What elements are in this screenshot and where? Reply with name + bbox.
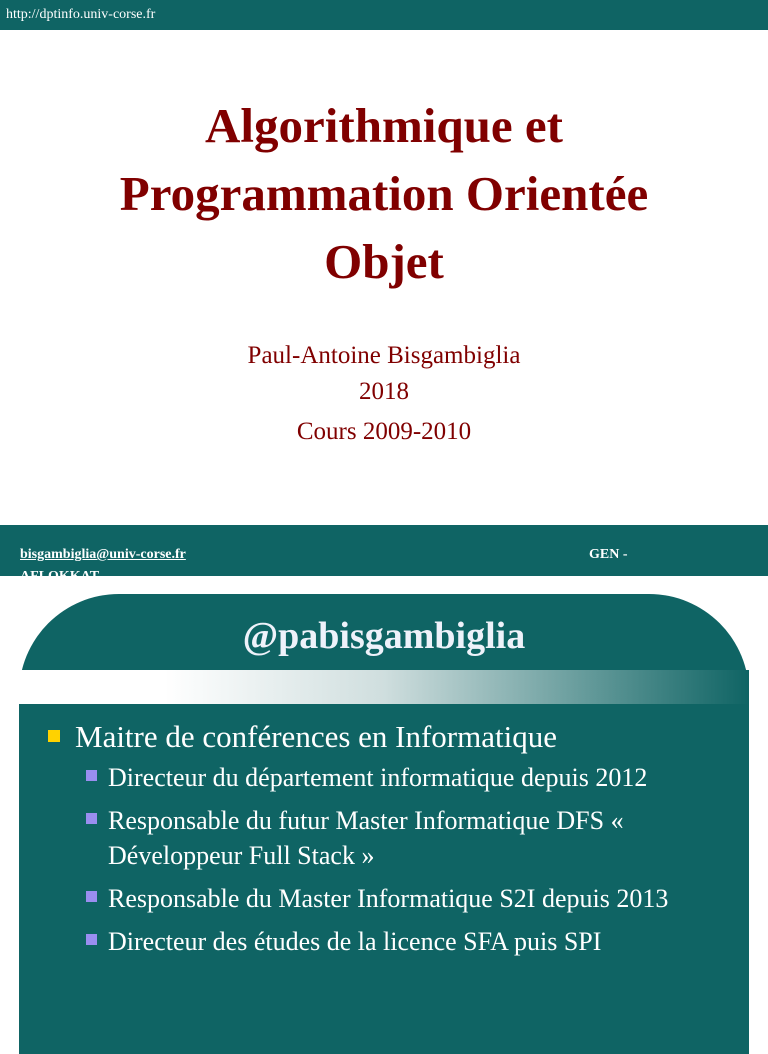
page-gap bbox=[0, 576, 768, 594]
square-bullet-icon bbox=[86, 891, 97, 902]
square-bullet-icon bbox=[86, 934, 97, 945]
header-url[interactable]: http://dptinfo.univ-corse.fr bbox=[6, 7, 156, 22]
author-name: Paul-Antoine Bisgambiglia bbox=[247, 342, 521, 369]
slide-title bbox=[0, 92, 768, 296]
list-item bbox=[45, 924, 735, 959]
title-gradient-band bbox=[19, 670, 749, 704]
sub-bullet-text: Directeur du département informatique depuis 2012 bbox=[108, 763, 648, 792]
list-item bbox=[45, 760, 735, 795]
list-item-main bbox=[45, 718, 735, 756]
footer-email-link[interactable]: bisgambiglia@univ-corse.fr bbox=[20, 547, 186, 562]
sub-bullet-text: Directeur des études de la licence SFA puis SPI bbox=[108, 927, 602, 956]
slide2-title: @pabisgambiglia bbox=[242, 615, 526, 657]
title-line-3: Objet bbox=[324, 234, 444, 289]
square-bullet-icon bbox=[86, 813, 97, 824]
list-item bbox=[45, 803, 735, 873]
sub-bullet-text: Responsable du futur Master Informatique DFS « Développeur Full Stack » bbox=[108, 806, 624, 870]
course-text: Cours 2009-2010 bbox=[296, 418, 472, 445]
bullet-list bbox=[45, 718, 735, 967]
main-bullet-text: Maitre de conférences en Informatique bbox=[75, 719, 557, 754]
year-text: 2018 bbox=[359, 378, 409, 405]
list-item bbox=[45, 881, 735, 916]
sub-bullet-text: Responsable du Master Informatique S2I depuis 2013 bbox=[108, 884, 669, 913]
header-bar bbox=[0, 0, 768, 30]
square-bullet-icon bbox=[48, 730, 60, 742]
footer-right-text: GEN - bbox=[589, 547, 628, 562]
profile-slide bbox=[0, 594, 768, 1024]
footer-bar bbox=[0, 525, 768, 576]
title-line-1: Algorithmique et bbox=[205, 98, 563, 153]
square-bullet-icon bbox=[86, 770, 97, 781]
title-line-2: Programmation Orientée bbox=[119, 166, 649, 221]
slide-subtitle bbox=[0, 338, 768, 452]
